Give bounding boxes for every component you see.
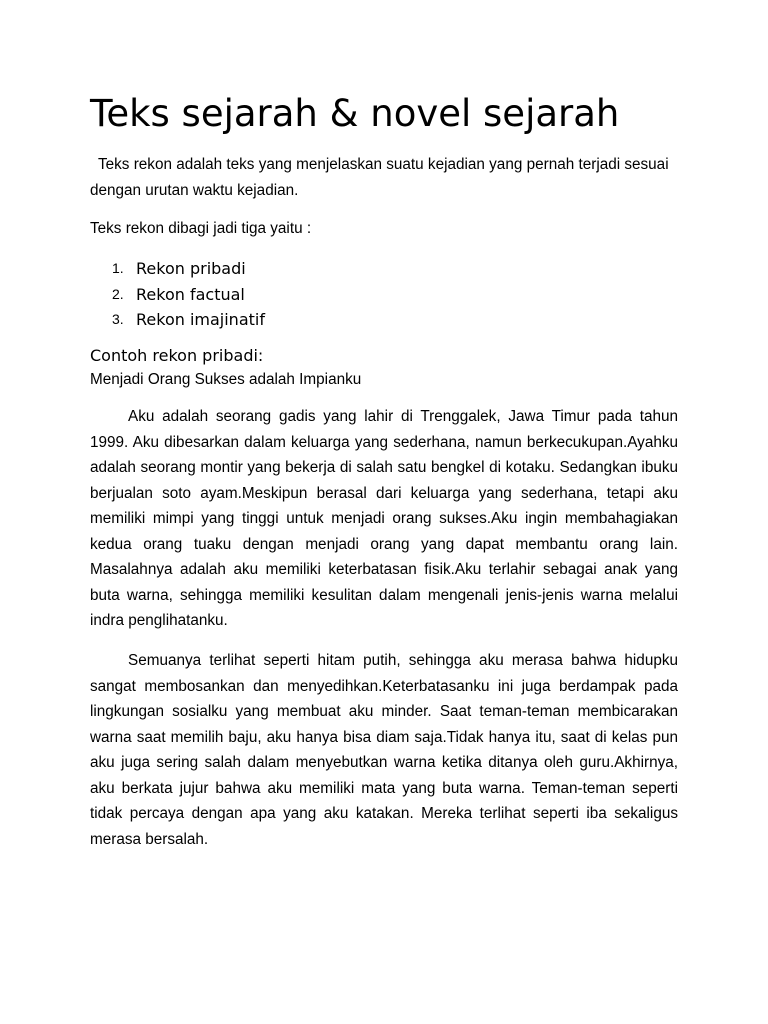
list-item-number: 3.	[112, 311, 124, 327]
division-line: Teks rekon dibagi jadi tiga yaitu :	[90, 220, 312, 237]
story-paragraph-2: Semuanya terlihat seperti hitam putih, sehingga aku merasa bahwa hidupku sangat membosankan dan menyedihkan.Keterbatasanku ini juga berdampak pada lingkungan sosialku yang membuat aku minder. Saat teman-teman membicarakan warna saat memilih baju, aku hanya bisa diam saja.Tidak hanya itu, saat di kelas pun aku juga sering salah dalam menyebutkan warna ketika ditanya oleh guru.Akhirnya, aku berkata jujur bahwa aku memiliki mata yang buta warna. Teman-teman seperti tidak percaya dengan apa yang aku katakan. Mereka terlihat seperti iba sekaligus merasa bersalah.	[90, 652, 678, 848]
story-title: Menjadi Orang Sukses adalah Impianku	[90, 371, 362, 388]
list-item-number: 1.	[112, 260, 124, 276]
example-heading: Contoh rekon pribadi:	[90, 346, 264, 365]
list-item-number: 2.	[112, 285, 124, 302]
document-page	[90, 0, 678, 1024]
intro-paragraph: Teks rekon adalah teks yang menjelaskan suatu kejadian yang pernah terjadi sesuai dengan urutan waktu kejadian.	[90, 156, 669, 199]
list-item-label: Rekon factual	[136, 284, 245, 304]
page-title: Teks sejarah & novel sejarah	[90, 92, 620, 135]
list-item-label: Rekon imajinatif	[136, 310, 265, 329]
story-paragraph-1: Aku adalah seorang gadis yang lahir di Trenggalek, Jawa Timur pada tahun 1999. Aku dibesarkan dalam keluarga yang sederhana, namun berkecukupan.Ayahku adalah seorang montir yang bekerja di salah satu bengkel di kotaku. Sedangkan ibuku berjualan soto ayam.Meskipun berasal dari keluarga yang sederhana, tetapi aku memiliki mimpi yang tinggi untuk menjadi orang sukses.Aku ingin membahagiakan kedua orang tuaku dengan menjadi orang yang dapat membantu orang lain. Masalahnya adalah aku memiliki keterbatasan fisik.Aku terlahir sebagai anak yang buta warna, sehingga memiliki kesulitan dalam mengenali jenis-jenis warna melalui indra penglihatanku.	[90, 408, 678, 629]
list-item-label: Rekon pribadi	[136, 259, 246, 278]
